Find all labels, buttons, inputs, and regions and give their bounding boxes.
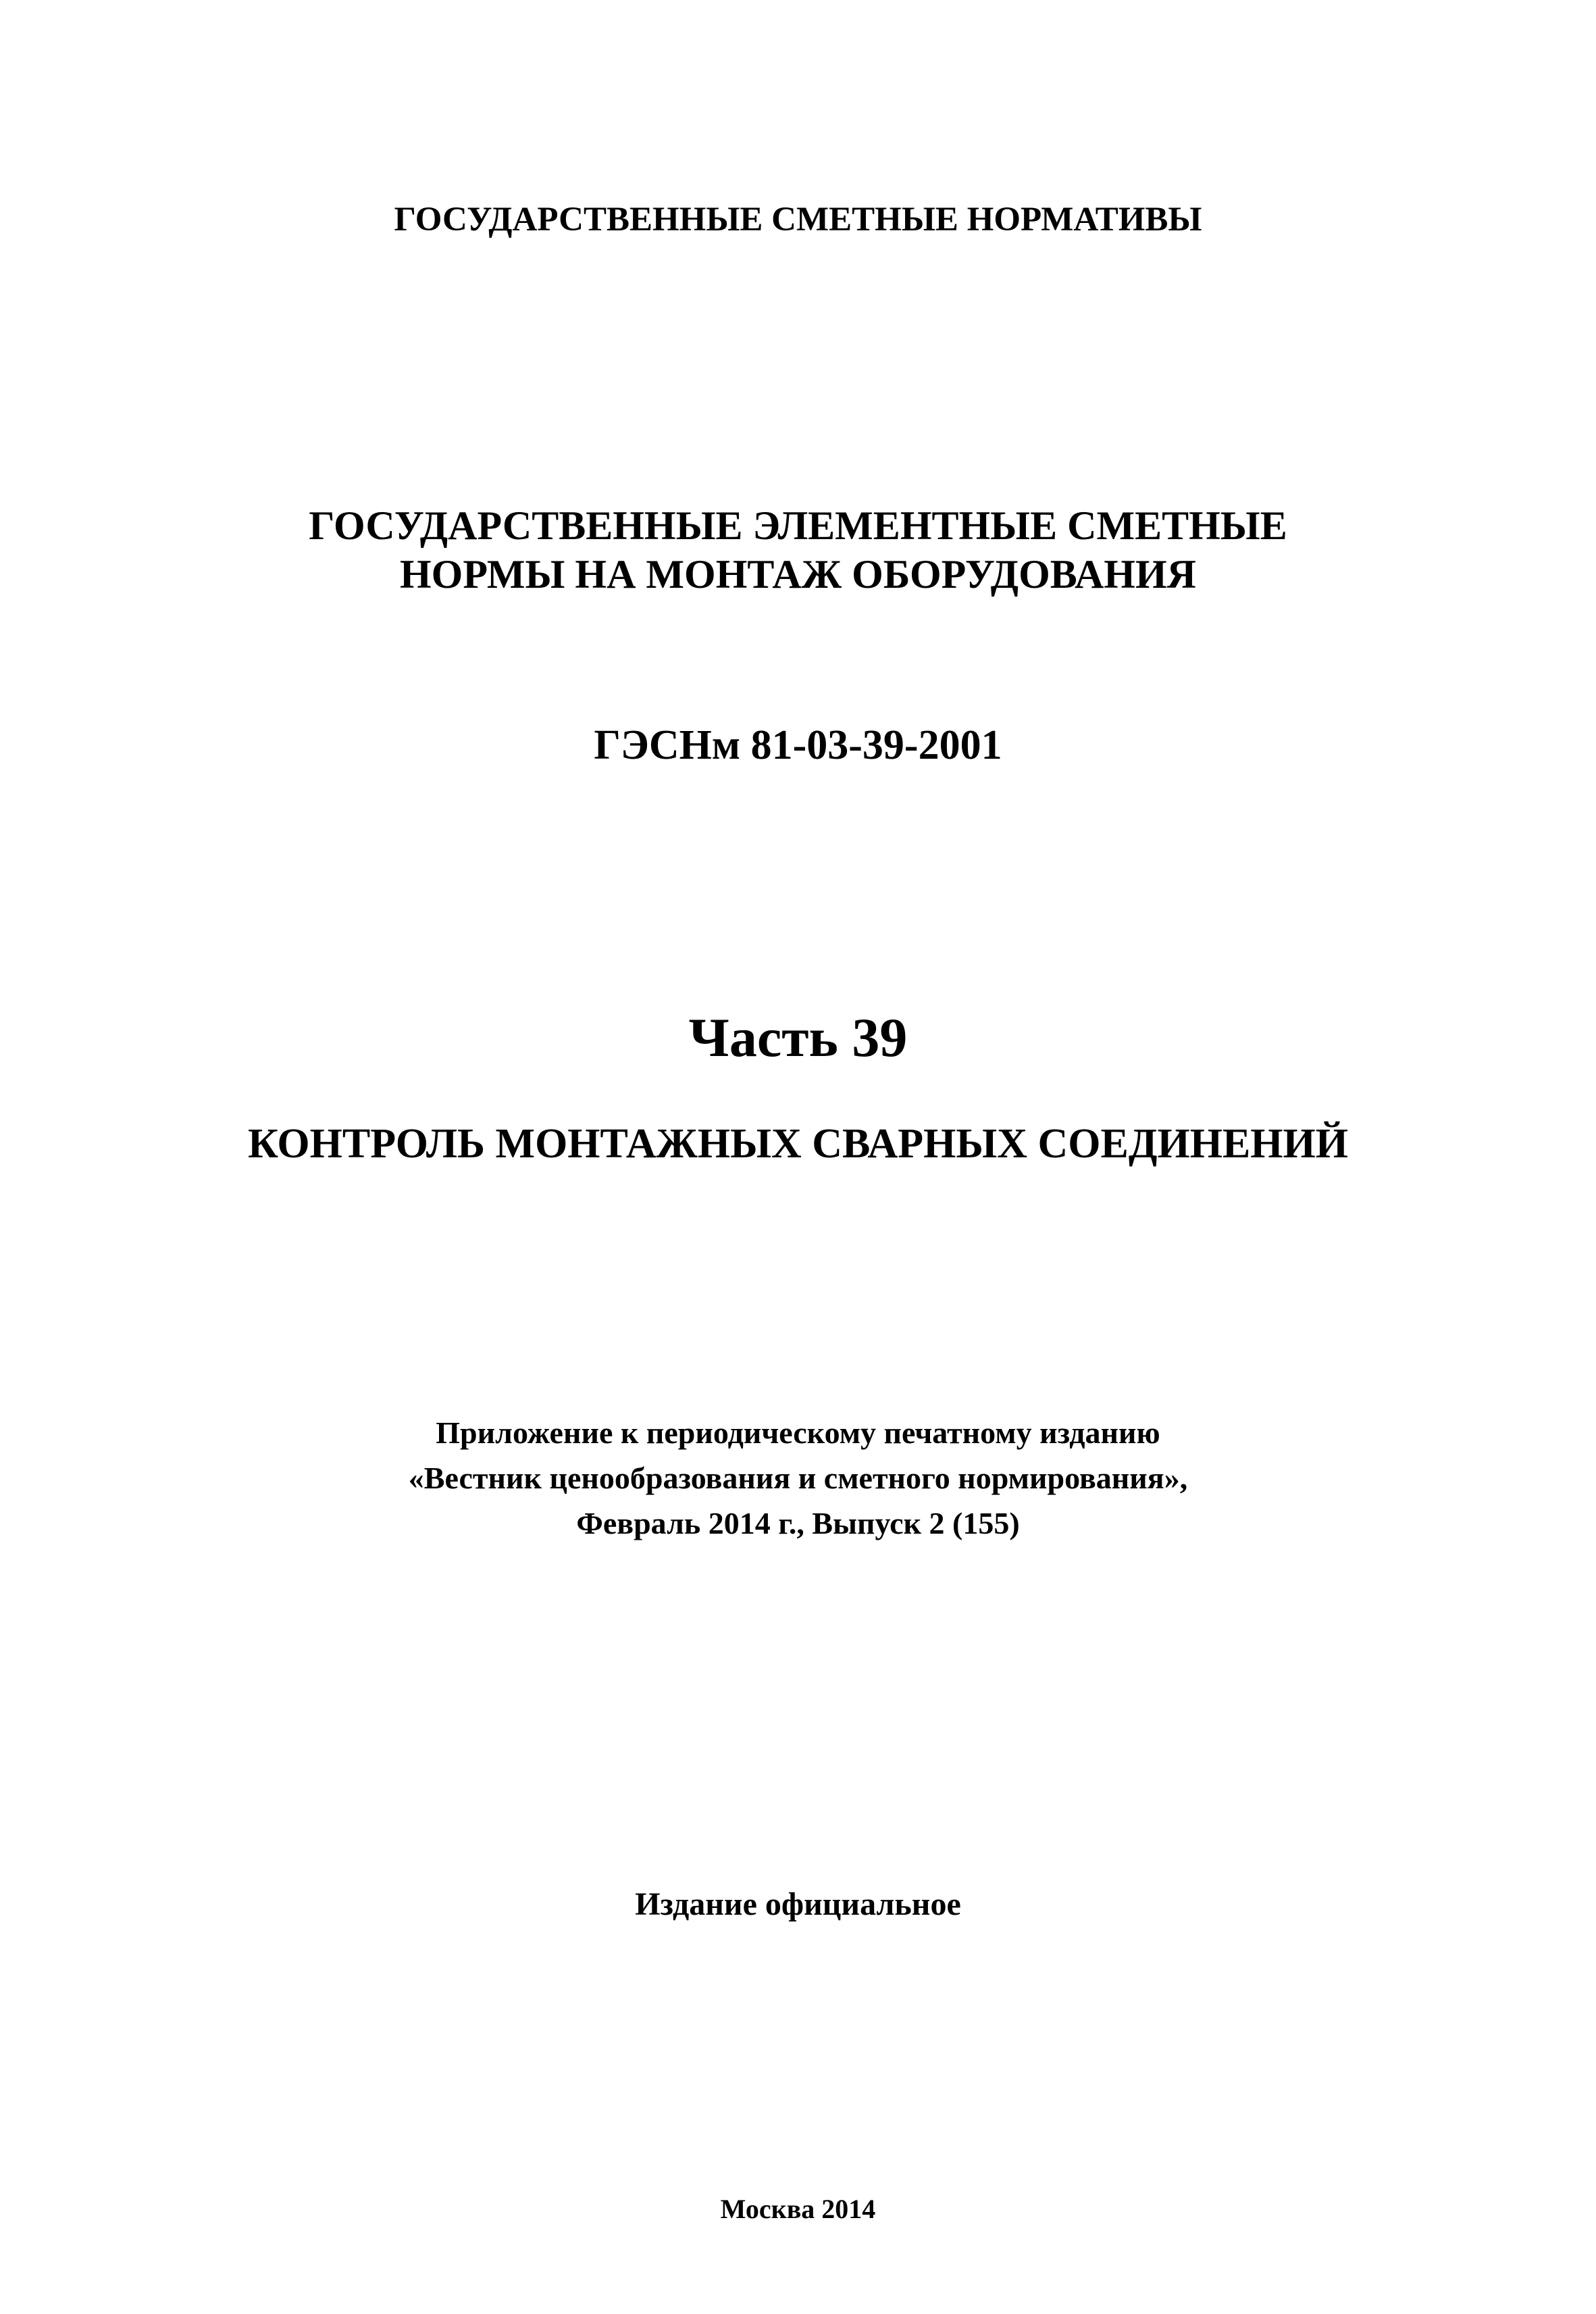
supplement-line-3: Февраль 2014 г., Выпуск 2 (155) (576, 1506, 1020, 1540)
supplement-line-2: «Вестник ценообразования и сметного нормирования», (408, 1461, 1188, 1495)
document-code: ГЭСНм 81-03-39-2001 (594, 722, 1002, 768)
part-label: Часть 39 (688, 1007, 908, 1068)
edition-note: Издание официальное (635, 1886, 961, 1922)
publication-place-year: Москва 2014 (720, 2194, 876, 2224)
supplement-line-1: Приложение к периодическому печатному изданию (436, 1415, 1160, 1450)
series-heading: ГОСУДАРСТВЕННЫЕ СМЕТНЫЕ НОРМАТИВЫ (394, 201, 1202, 238)
document-title-line-2: НОРМЫ НА МОНТАЖ ОБОРУДОВАНИЯ (400, 552, 1196, 597)
document-title-line-1: ГОСУДАРСТВЕННЫЕ ЭЛЕМЕНТНЫЕ СМЕТНЫЕ (309, 503, 1287, 548)
part-subject: КОНТРОЛЬ МОНТАЖНЫХ СВАРНЫХ СОЕДИНЕНИЙ (248, 1121, 1348, 1167)
